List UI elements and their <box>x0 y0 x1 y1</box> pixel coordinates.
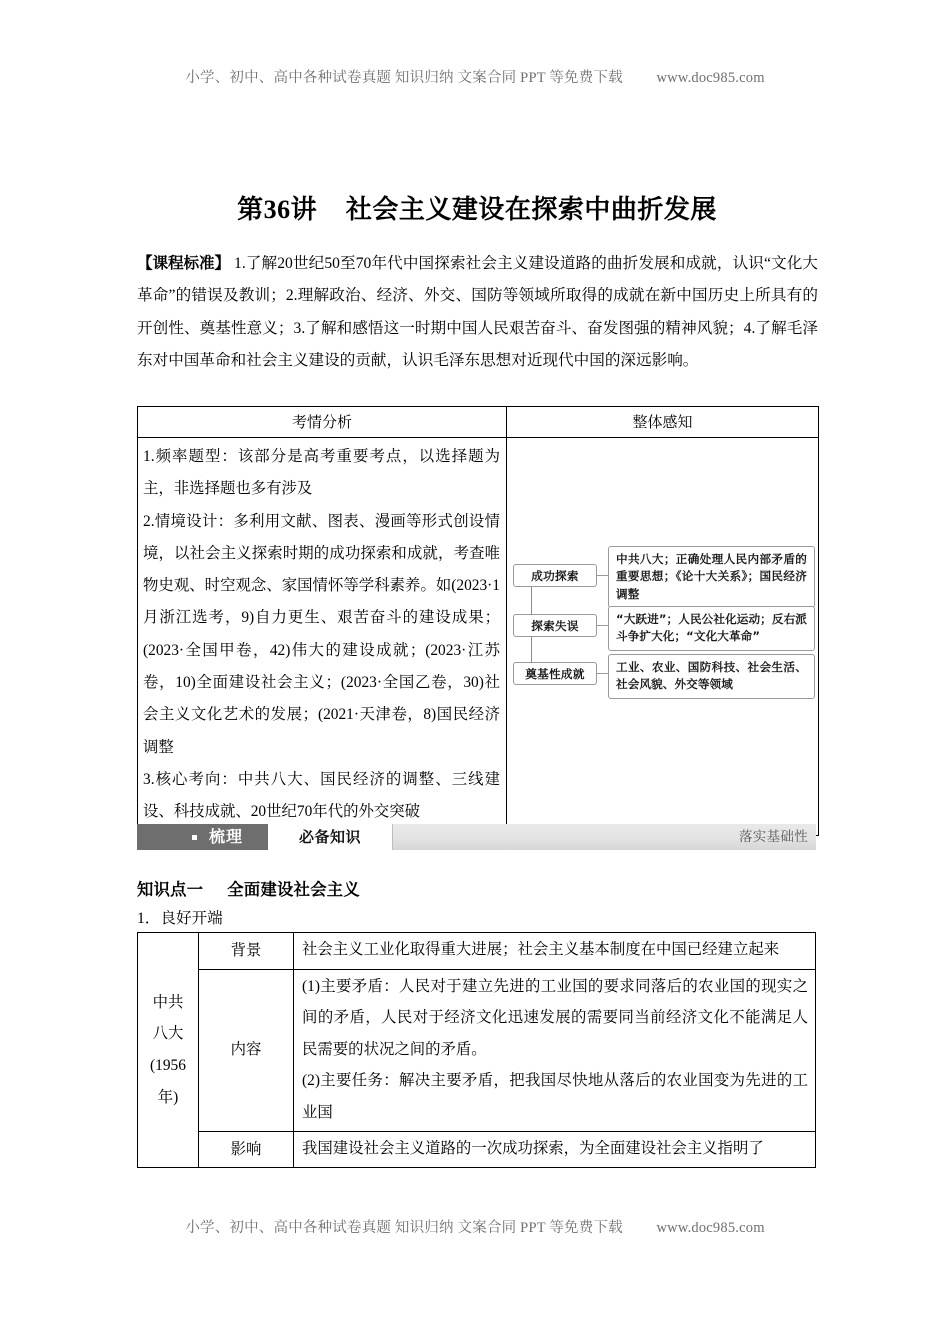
diagram-node-description-3: 工业、农业、国防科技、社会生活、社会风貌、外交等领域 <box>608 654 815 699</box>
exam-analysis-line-1: 1.频率题型：该部分是高考重要考点，以选择题为主，非选择题也多有涉及 <box>143 448 500 498</box>
diagram-node-category-1: 成功探索 <box>513 564 597 587</box>
curriculum-standard-text: 1.了解20世纪50至70年代中国探索社会主义建设道路的曲折发展和成就，认识“文化大革命”的错误及教训；2.理解政治、经济、外交、国防等领域所取得的成就在新中国历史上所具有的开创性、奠基性意义；3.了解和感悟这一时期中国人民艰苦奋斗、奋发图强的精神风貌；4.了解毛泽东对中国革命和社会主义建设的贡献，认识毛泽东思想对近现代中国的深远影响。 <box>137 255 818 370</box>
analysis-table-header-row <box>138 407 819 438</box>
analysis-header-exam: 考情分析 <box>138 407 507 438</box>
diagram-node-category-2: 探索失误 <box>513 614 597 637</box>
square-bullet-icon <box>192 835 197 840</box>
section-mode-label: 梳理 <box>209 827 244 846</box>
detail-row-head-influence: 影响 <box>199 1131 294 1168</box>
section-bar-right-note: 落实基础性 <box>739 829 808 845</box>
running-head-left-text: 小学、初中、高中各种试卷真题 知识归纳 文案合同 PPT 等免费下载 <box>185 70 623 86</box>
table-row <box>138 933 816 970</box>
detail-row-group-label-line-2: 八大 <box>152 1025 184 1043</box>
detail-paragraph: (2)主要任务：解决主要矛盾，把我国尽快地从落后的农业国变为先进的工业国 <box>302 1072 808 1121</box>
exam-analysis-line-2: 2.情境设计：多利用文献、图表、漫画等形式创设情境，以社会主义探索时期的成功探索和成就，考查唯物史观、时空观念、家国情怀等学科素养。如(2023·1月浙江选考，9)自力更生、艰苦奋斗的建设成果；(2023·全国甲卷，42)伟大的建设成就；(2023·江苏卷，10)全面建设社会主义；(2023·全国乙卷，30)社会主义文化艺术的发展；(2021·天津卷，8)国民经济调整 <box>143 512 500 756</box>
section-divider-bar <box>137 824 816 850</box>
tab-essential-knowledge[interactable]: 必备知识 <box>268 824 393 850</box>
lesson-number: 第36讲 <box>237 195 318 225</box>
detail-row-group-label <box>138 933 199 1168</box>
detail-row-group-label-line-4: 年) <box>157 1088 179 1106</box>
running-head-website: www.doc985.com <box>656 70 765 86</box>
detail-table <box>137 932 816 1168</box>
diagram-connector-2 <box>597 625 608 626</box>
exam-analysis-cell <box>138 438 507 836</box>
detail-paragraph: 社会主义工业化取得重大进展；社会主义基本制度在中国已经建立起来 <box>302 941 780 958</box>
detail-paragraph: 我国建设社会主义道路的一次成功探索，为全面建设社会主义指明了 <box>302 1139 764 1157</box>
detail-row-content-content <box>294 969 816 1131</box>
diagram-node-description-1: 中共八大；正确处理人民内部矛盾的重要思想；《论十大关系》；国民经济调整 <box>608 546 815 608</box>
analysis-table <box>137 406 819 836</box>
concept-diagram <box>507 438 819 798</box>
analysis-table-body-row <box>138 438 819 836</box>
curriculum-standard-label: 【课程标准】 <box>137 254 231 272</box>
detail-paragraph: (1)主要矛盾：人民对于建立先进的工业国的要求同落后的农业国的现实之间的矛盾，人民对于经济文化迅速发展的需要同当前经济文化不能满足人民需要的状况之间的矛盾。 <box>302 977 808 1058</box>
detail-row-content-background <box>294 933 816 970</box>
table-row <box>138 969 816 1131</box>
knowledge-point-label: 知识点一 <box>137 880 204 899</box>
diagram-node-description-2: “大跃进”；人民公社化运动；反右派斗争扩大化；“文化大革命” <box>608 606 815 651</box>
running-head-top <box>0 66 950 87</box>
curriculum-standard <box>137 247 818 378</box>
exam-analysis-line-3: 3.核心考向：中共八大、国民经济的调整、三线建设、科技成就、20世纪70年代的外交突破 <box>143 770 500 821</box>
concept-diagram-inner <box>513 552 815 708</box>
detail-row-group-label-line-3: (1956 <box>150 1057 186 1075</box>
diagram-node-category-3: 奠基性成就 <box>513 662 597 685</box>
overview-cell <box>507 438 819 836</box>
detail-row-head-background: 背景 <box>199 933 294 970</box>
detail-row-group-label-line-1: 中共 <box>152 993 184 1011</box>
page-title <box>137 189 817 226</box>
knowledge-point-title: 全面建设社会主义 <box>227 880 360 899</box>
diagram-connector-3 <box>597 673 608 674</box>
running-foot-left-text: 小学、初中、高中各种试卷真题 知识归纳 文案合同 PPT 等免费下载 <box>185 1220 623 1236</box>
diagram-connector-1 <box>597 575 608 576</box>
detail-row-content-influence <box>294 1131 816 1168</box>
knowledge-point-subheading: 1．良好开端 <box>137 910 223 927</box>
lesson-title-text: 社会主义建设在探索中曲折发展 <box>345 195 717 226</box>
table-row <box>138 1131 816 1168</box>
analysis-header-overview: 整体感知 <box>507 407 819 438</box>
running-foot-website: www.doc985.com <box>656 1220 765 1236</box>
detail-row-head-content: 内容 <box>199 969 294 1131</box>
knowledge-point-heading <box>137 876 360 900</box>
page-bottom-clip <box>0 1182 950 1210</box>
running-head-bottom <box>0 1216 950 1237</box>
